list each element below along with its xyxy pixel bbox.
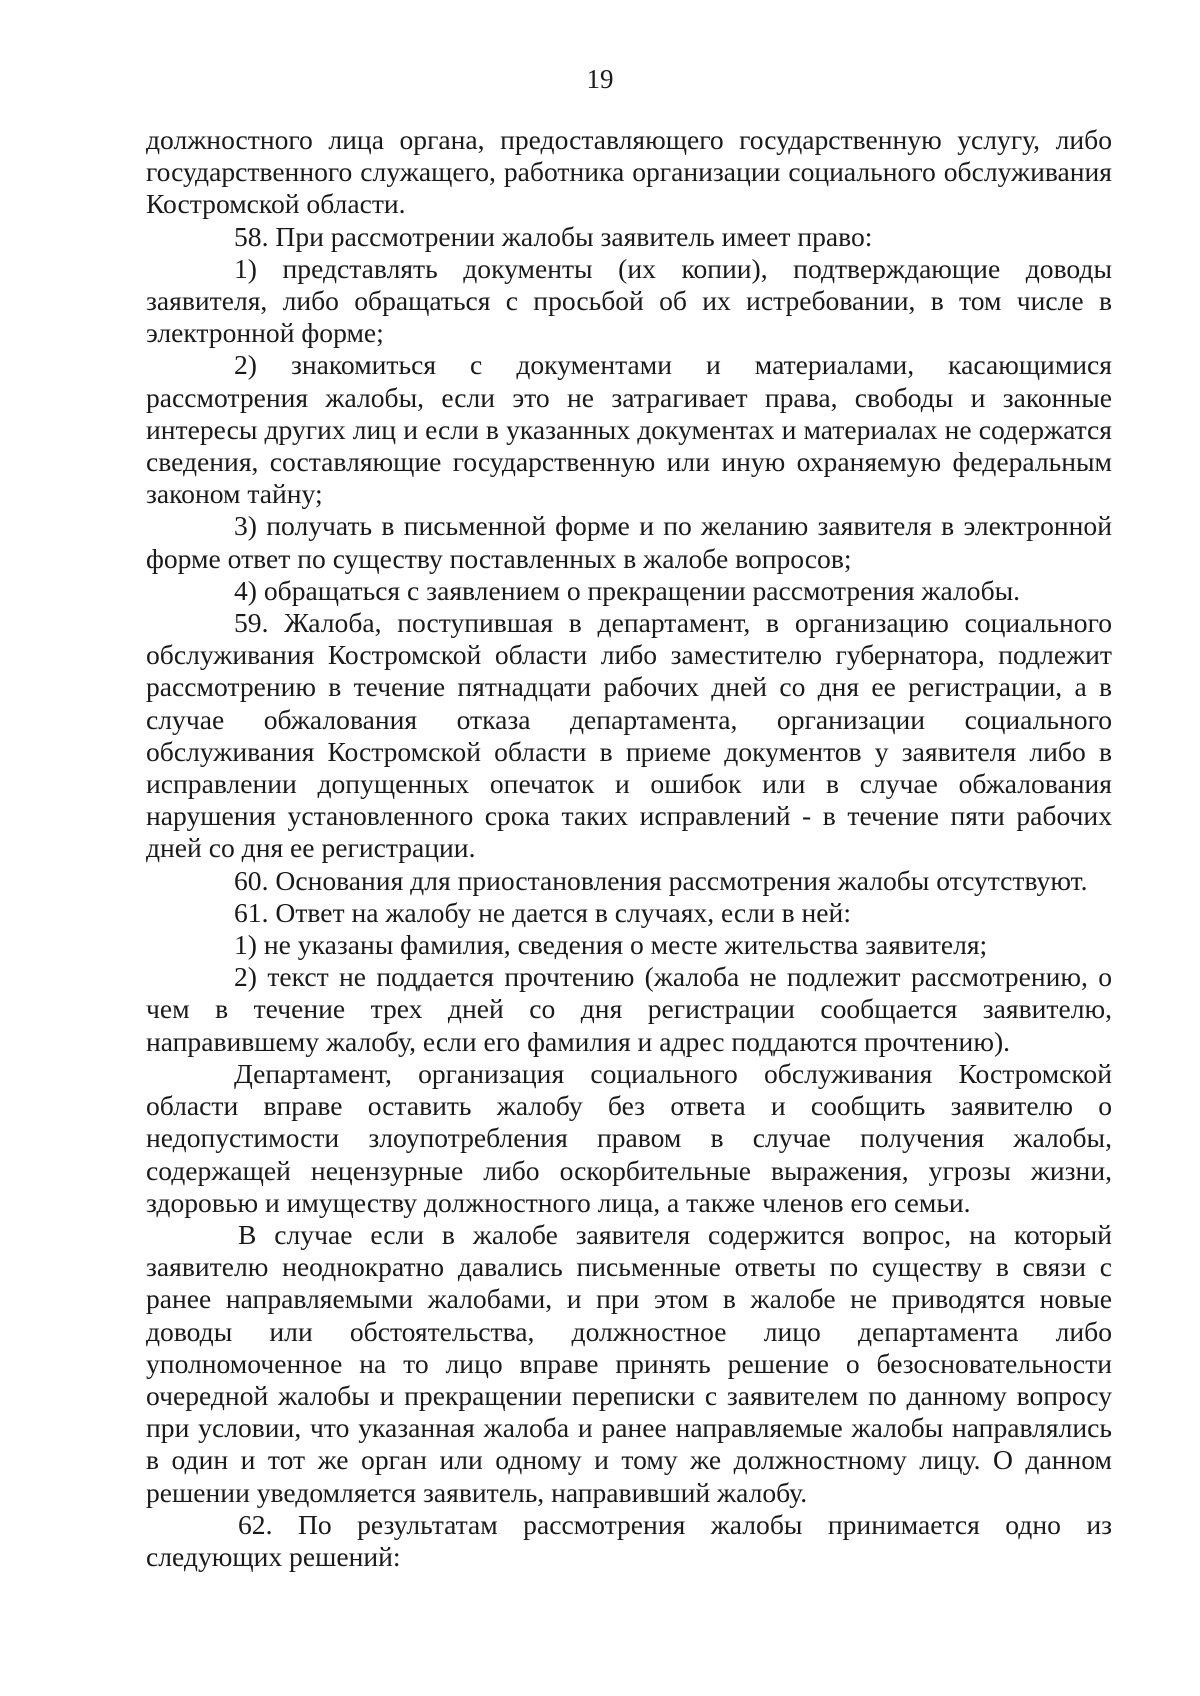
paragraph-58-item-4: 4) обращаться с заявлением о прекращении рассмотрения жалобы. xyxy=(234,574,1021,606)
paragraph-58-item-2: 2) знакомиться с документами и материалами, касающимися рассмотрения жалобы, если это не затрагивает права, свободы и законные интересы других лиц и если в указанных документах и материалах не содержатся сведения, составляющие государственную или иную охраняемую федеральным законом тайну; xyxy=(146,349,1112,510)
paragraph-62: 62. По результатам рассмотрения жалобы принимается одно из следующих решений: xyxy=(146,1508,1112,1572)
paragraph-61-item-2: 2) текст не поддается прочтению (жалоба не подлежит рассмотрению, о чем в течение трех дней со дня регистрации сообщается заявителю, направившему жалобу, если его фамилия и адрес поддаются прочтению). xyxy=(146,961,1112,1057)
paragraph-60: 60. Основания для приостановления рассмотрения жалобы отсутствуют. xyxy=(234,864,1088,896)
paragraph-58-item-1: 1) представлять документы (их копии), подтверждающие доводы заявителя, либо обращаться с просьбой об их истребовании, в том числе в электронной форме; xyxy=(146,252,1112,349)
document-body xyxy=(146,124,1112,1573)
paragraph-61-item-1: 1) не указаны фамилия, сведения о месте жительства заявителя; xyxy=(234,929,988,961)
paragraph-61: 61. Ответ на жалобу не дается в случаях, если в ней: xyxy=(234,896,851,928)
paragraph-58-item-3: 3) получать в письменной форме и по желанию заявителя в электронной форме ответ по существу поставленных в жалобе вопросов; xyxy=(146,510,1112,574)
paragraph-59: 59. Жалоба, поступившая в департамент, в организацию социального обслуживания Костромской области либо заместителю губернатора, подлежит рассмотрению в течение пятнадцати рабочих дней со дня ее регистрации, а в случае обжалования отказа департамента, организации социального обслуживания Костромской области в приеме документов у заявителя либо в исправлении допущенных опечаток и ошибок или в случае обжалования нарушения установленного срока таких исправлений - в течение пяти рабочих дней со дня ее регистрации. xyxy=(146,607,1112,864)
page-number: 19 xyxy=(586,64,614,94)
paragraph-58: 58. При рассмотрении жалобы заявитель имеет право: xyxy=(234,220,873,252)
paragraph-department-rights: Департамент, организация социального обслуживания Костромской области вправе оставить жалобу без ответа и сообщить заявителю о недопустимости злоупотребления правом в случае получения жалобы, содержащей нецензурные либо оскорбительные выражения, угрозы жизни, здоровью и имуществу должностного лица, а также членов его семьи. xyxy=(146,1057,1112,1218)
paragraph-repeated-complaint: В случае если в жалобе заявителя содержится вопрос, на который заявителю неоднократно давались письменные ответы по существу в связи с ранее направляемыми жалобами, и при этом в жалобе не приводятся новые доводы или обстоятельства, должностное лицо департамента либо уполномоченное на то лицо вправе принять решение о безосновательности очередной жалобы и прекращении переписки с заявителем по данному вопросу при условии, что указанная жалоба и ранее направляемые жалобы направлялись в один и тот же орган или одному и тому же должностному лицу. О данном решении уведомляется заявитель, направивший жалобу. xyxy=(146,1218,1112,1508)
paragraph-continuation: должностного лица органа, предоставляющего государственную услугу, либо государственного служащего, работника организации социального обслуживания Костромской области. xyxy=(146,124,1112,220)
